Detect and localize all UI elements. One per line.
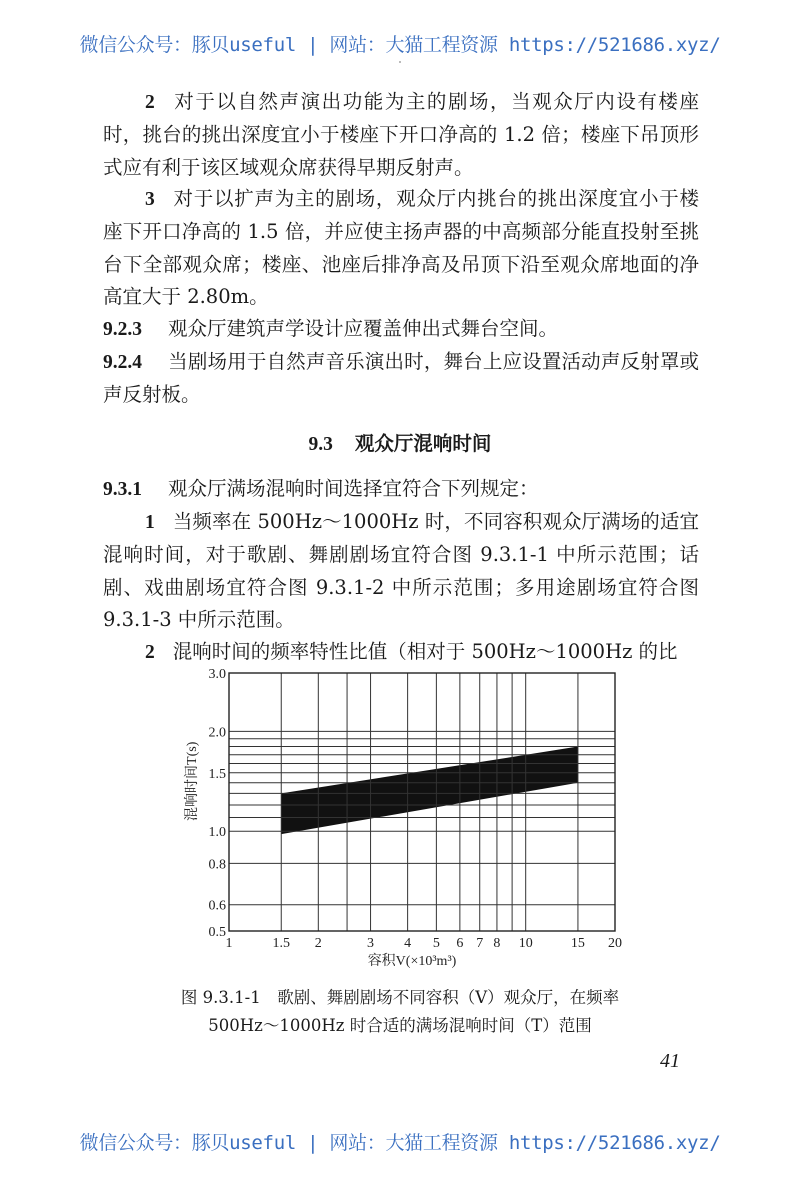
- clause-text: 观众厅建筑声学设计应覆盖伸出式舞台空间。: [168, 317, 559, 340]
- clause-number: 9.2.4: [103, 352, 142, 373]
- clause-text: 当剧场用于自然声音乐演出时，舞台上应设置活动声反射罩或声反射板。: [103, 350, 699, 407]
- watermark-bottom: 微信公众号：豚贝useful | 网站：大猫工程资源 https://521686.xyz/: [79, 1132, 721, 1154]
- x-tick-label: 8: [493, 936, 501, 951]
- x-tick-label: 7: [476, 936, 484, 951]
- figure-caption-line2: 500Hz～1000Hz 时合适的满场混响时间（T）范围: [208, 1016, 592, 1035]
- clause-number: 9.3.1: [103, 479, 142, 500]
- item-number: 3: [145, 189, 155, 210]
- y-tick-label: 3.0: [208, 667, 226, 682]
- watermark-top: 微信公众号：豚贝useful | 网站：大猫工程资源 https://521686.xyz/: [79, 34, 721, 56]
- y-axis-label: 混响时间T(s): [185, 741, 200, 821]
- figure-caption-line1: 图 9.3.1-1 歌剧、舞剧剧场不同容积（V）观众厅，在频率: [180, 988, 620, 1007]
- x-tick-label: 1: [225, 936, 233, 951]
- section-title: 观众厅混响时间: [354, 432, 492, 455]
- y-tick-label: 0.8: [208, 857, 226, 873]
- clause-number: 9.2.3: [103, 319, 142, 340]
- reverberation-range-band: [281, 747, 578, 835]
- y-tick-label: 0.5: [208, 925, 226, 940]
- item-number: 2: [145, 642, 155, 663]
- x-tick-label: 1.5: [272, 936, 290, 951]
- y-tick-label: 2.0: [208, 725, 226, 741]
- clause-9-3-1: [103, 473, 699, 506]
- x-tick-label: 2: [314, 936, 322, 951]
- y-tick-label: 0.6: [208, 898, 226, 914]
- x-tick-label: 15: [570, 936, 585, 951]
- x-tick-label: 20: [608, 936, 622, 951]
- x-tick-label: 10: [518, 936, 533, 951]
- x-tick-label: 6: [456, 936, 464, 951]
- x-tick-label: 4: [404, 936, 412, 951]
- x-tick-label: 3: [367, 936, 375, 951]
- clause-9-2-3: [103, 313, 699, 346]
- decorative-dot: [399, 61, 401, 63]
- item-number: 1: [145, 512, 155, 533]
- paragraph-text: 对于以自然声演出功能为主的剧场，当观众厅内设有楼座时，挑台的挑出深度宜小于楼座下开口净高的 1.2 倍；楼座下吊顶形式应有利于该区域观众席获得早期反射声。: [103, 90, 699, 179]
- item-number: 2: [145, 92, 155, 113]
- y-tick-label: 1.0: [208, 825, 226, 841]
- paragraph-item-3: [103, 183, 699, 314]
- x-axis-label: 容积V(×10³m³): [367, 954, 457, 969]
- section-number: 9.3: [308, 434, 333, 455]
- page-number: 41: [660, 1050, 680, 1072]
- reverberation-chart: [0, 660, 800, 980]
- section-heading: [0, 428, 800, 456]
- clause-item-1: [103, 506, 699, 637]
- clause-text: 当频率在 500Hz～1000Hz 时，不同容积观众厅满场的适宜混响时间，对于歌剧、舞剧剧场宜符合图 9.3.1-1 中所示范围；话剧、戏曲剧场宜符合图 9.3.1-2 中所示范围；多用途剧场宜符合图 9.3.1-3 中所示范围。: [103, 510, 699, 632]
- clause-text: 混响时间的频率特性比值（相对于 500Hz～1000Hz 的比: [172, 640, 678, 663]
- clause-text: 观众厅满场混响时间选择宜符合下列规定：: [168, 477, 539, 500]
- x-tick-label: 5: [432, 936, 440, 951]
- paragraph-text: 对于以扩声为主的剧场，观众厅内挑台的挑出深度宜小于楼座下开口净高的 1.5 倍，并应使主扬声器的中高频部分能直投射至挑台下全部观众席；楼座、池座后排净高及吊顶下沿至观众席地面的净高宜大于 2.80m。: [103, 187, 699, 309]
- clause-9-2-4: [103, 346, 699, 412]
- chart-canvas: [0, 660, 800, 980]
- y-tick-label: 1.5: [208, 766, 226, 782]
- paragraph-item-2: [103, 86, 699, 184]
